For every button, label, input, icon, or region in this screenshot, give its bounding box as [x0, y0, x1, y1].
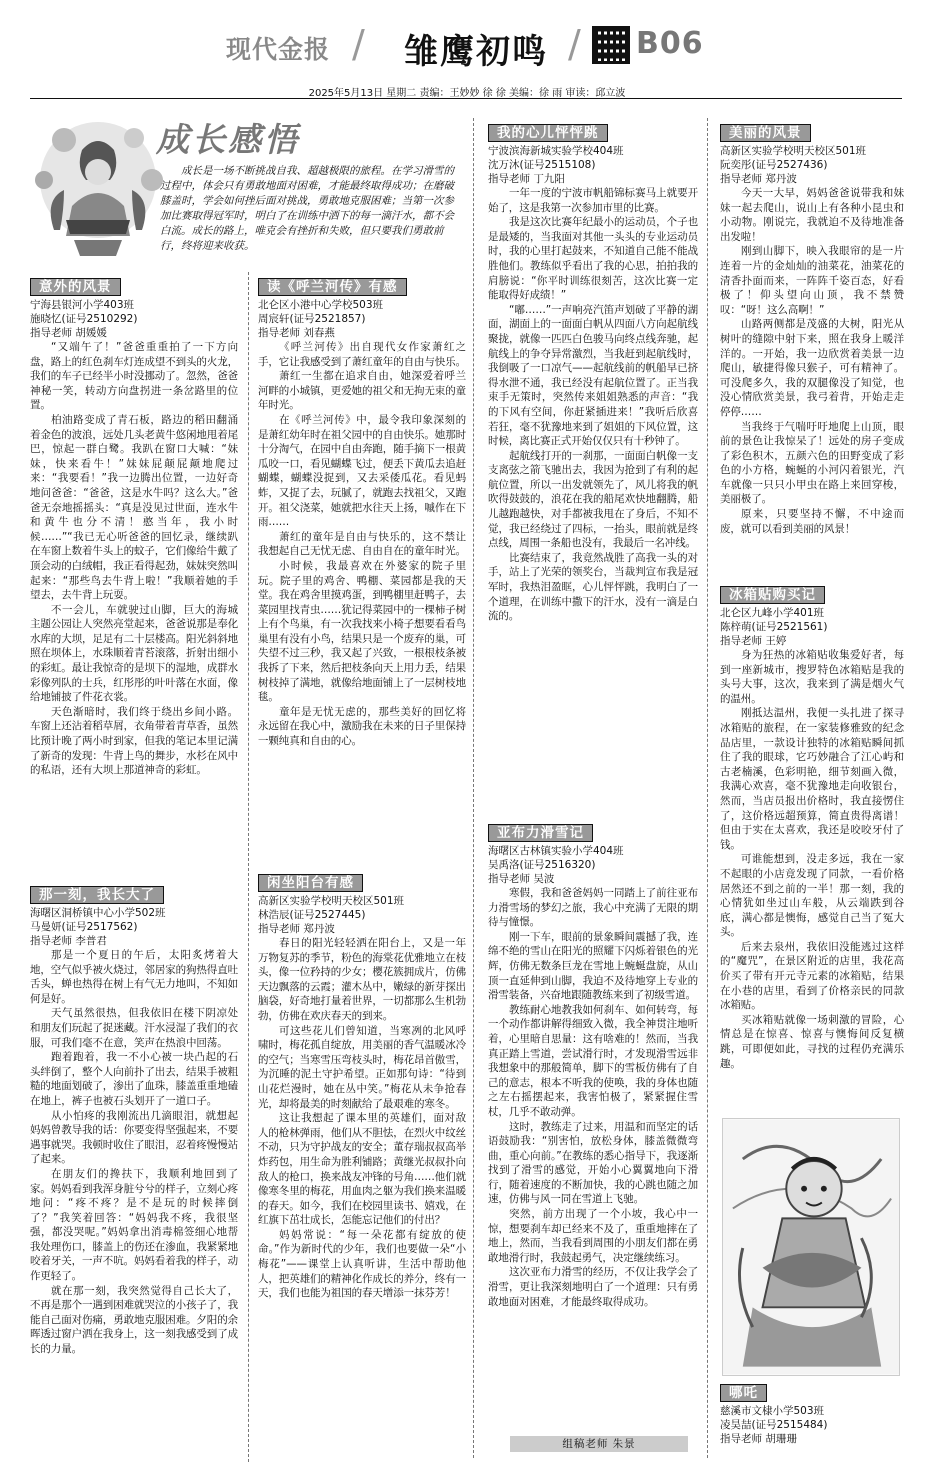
- nezha-drawing: [722, 1118, 900, 1376]
- article-school: 北仑区小港中心学校503班: [258, 299, 384, 311]
- paragraph: 当我终于气喘吁吁地爬上山顶，眼前的景色让我惊呆了！远处的房子变成了彩色积木，五颜六色的田野变成了彩色的小方格，蜿蜒的小河闪着银光，汽车就像一只只小甲虫在路上来回穿梭，美丽极了。: [720, 420, 904, 506]
- paragraph: “嘟……”一声响亮汽笛声划破了平静的湖面，湖面上的一面面白帆从四面八方向起航线聚拢，就像一匹匹白色骏马向终点线奔驰，起航线上的争夺异常激烈，当我赶到起航线时，我倒吸了一口凉气——起航线前的帆船早已挤得水泄不通，我已经没有起航位置了。正当我束手无策时，突然传来姐姐熟悉的声音：“我的下风有空间，你赶紧插进来！”我听后欣喜若狂，毫不犹豫地来到了姐姐的下风位置，这时候，离比赛正式开始仅仅只有十秒钟了。: [488, 303, 698, 448]
- article-teacher: 指导老师 王婷: [720, 635, 787, 647]
- article-school: 北仑区九峰小学401班: [720, 607, 825, 619]
- article-body: [30, 948, 238, 1357]
- paragraph: 不一会儿，车就驶过山脚，巨大的海城主题公园让人突然亮堂起来，爸爸说那是奉化水库的大坝，足足有二十层楼高。阳光斜斜地照在坝体上，水珠顺着青苔滚落，折射出细小的彩虹。最让我惊奇的是坝下的湿地，成群水彩像列队的士兵，红彤彤的叶叶落在水面，像给地铺披了件花衣裳。: [30, 603, 238, 704]
- column-divider: [248, 272, 249, 1462]
- article-teacher: 指导老师 刘春燕: [258, 327, 335, 339]
- article-teacher: 指导老师 李普君: [30, 935, 107, 947]
- article-title: 我的心儿怦怦跳: [488, 124, 608, 142]
- article-title: 那一刻，我长大了: [30, 886, 164, 904]
- article-school: 海曙区洞桥镇中心小学502班: [30, 907, 166, 919]
- paragraph: 童年是无忧无虑的，那些美好的回忆将永远留在我心中，激励我在未来的日子里保持一颗纯真和自由的心。: [258, 705, 466, 748]
- paragraph: 小时候，我最喜欢在外婆家的院子里玩。院子里的鸡舍、鸭棚、菜园都是我的天堂。我在鸡舍里摸鸡蛋，到鸭棚里赶鸭子，去菜园里找青虫……犹记得菜园中的一棵柿子树上有个鸟巢，有一次我找来小椅子想要看看鸟巢里有没有小鸟，结果只是一个废弃的巢，可失望不过三秒，我又起了兴致，一根根枝条被我拆了下来，然后把枝条向天上用力丢，结果树枝掉了满地，就像给地面铺上了一层树枝地毯。: [258, 559, 466, 704]
- article-author: 沈万沐(证号2515108): [488, 159, 596, 171]
- paragraph: 萧红的童年是自由与快乐的，这不禁让我想起自己无忧无虑、自由自在的童年时光。: [258, 530, 466, 558]
- article-title: 意外的风景: [30, 278, 121, 296]
- paragraph: 妈妈常说：“每一朵花都有绽放的使命。”作为新时代的少年，我们也要做一朵“小梅花”——课堂上认真听讲，生活中帮助他人，把英雄们的精神化作成长的养分，终有一天，我们也能为祖国的春天增添一抹芬芳！: [258, 1228, 466, 1300]
- article-body: [488, 886, 698, 1309]
- column-divider: [473, 118, 474, 1458]
- paragraph: 刚到山脚下，映入我眼帘的是一片连着一片的金灿灿的油菜花，油菜花的清香扑面而来，一阵阵千姿百态，好看极了！仰头望向山顶，我不禁赞叹：“呀！这么高啊！”: [720, 245, 904, 316]
- article-body: [30, 340, 238, 778]
- paragraph: 天气虽然很热，但我依旧在楼下阴凉处和朋友们玩起了捉迷藏。汗水浸湿了我们的衣服，可我们毫不在意，笑声在热浪中回荡。: [30, 1007, 238, 1049]
- paragraph: 那是一个夏日的午后，太阳炙烤着大地，空气似乎被火烧过，邻居家的狗热得直吐舌头，蝉也热得在树上有气无力地叫，不知如何是好。: [30, 949, 238, 1005]
- article-school: 高新区实验学校明天校区501班: [720, 145, 867, 157]
- paragraph: 今天一大早，妈妈爸爸说带我和妹妹一起去爬山，说山上有各种小昆虫和小动物。刚说完，我就迫不及待地准备出发啦！: [720, 187, 904, 243]
- publication-name: 现代金报: [226, 35, 331, 64]
- paragraph: “又端午了！”爸爸重重拍了一下方向盘，路上的红色刹车灯连成望不到头的火龙，我们的车子已经半小时没挪动了。忽然，爸爸神秘一笑，转动方向盘拐进一条岔路里的位置。: [30, 341, 238, 412]
- paragraph: 教练耐心地教我如何刹车、如何转弯，每一个动作都讲解得细致入微，我全神贯注地听着，心里暗自思量：这有啥难的！然而，当我真正踏上雪道，尝试滑行时，才发现滑雪远非我想象中的那般简单，脚下的雪板仿佛有了自己的意志，根本不听我的使唤，我的身体也随之左右摇摆起来，我害怕极了，紧紧握住雪杖，几乎不敢动弹。: [488, 1003, 698, 1118]
- article-author: 陈梓萌(证号2521561): [720, 621, 828, 633]
- paragraph: 《呼兰河传》出自现代女作家萧红之手，它让我感受到了萧红童年的自由与快乐。: [258, 341, 466, 368]
- article-beautiful-scenery: [720, 122, 904, 536]
- article-teacher: 指导老师 郑丹波: [720, 173, 797, 185]
- article-heart-pounding: [488, 122, 698, 624]
- article-title: 美丽的风景: [720, 124, 811, 142]
- dateline: 2025年5月13日 星期二 责编：王妙妙 徐 徐 美编：徐 雨 审读：邱立波: [308, 88, 626, 99]
- paragraph: 刚抵达温州，我便一头扎进了探寻冰箱贴的旅程，在一家装修雅致的纪念品店里，一款设计独特的冰箱贴瞬间抓住了我的眼球，它巧妙融合了江心屿和古老楠溪，色彩明艳，细节刻画入微，我满心欢喜，毫不犹豫地走向收银台，然而，当店员报出价格时，我直接愣住了，这价格远超预算，简直贵得离谱！但由于实在太喜欢，我还是咬咬牙付了钱。: [720, 707, 904, 851]
- article-school: 高新区实验学校明天校区501班: [258, 895, 405, 907]
- section-title: 成长感悟: [156, 120, 300, 159]
- paragraph: 这时，教练走了过来，用温和而坚定的话语鼓励我：“别害怕，放松身体，膝盖微微弯曲，重心向前。”在教练的悉心指导下，我逐渐找到了滑雪的感觉，开始小心翼翼地向下滑行，随着速度的不断加快，我的心跳也随之加速，仿佛与风一同在雪道上飞驰。: [488, 1120, 698, 1206]
- article-title: 闲坐阳台有感: [258, 874, 363, 892]
- paragraph: 比赛结束了，我竟然战胜了高我一头的对手，站上了光荣的领奖台，当裁判宣布我是冠军时，我热泪盈眶，心儿怦怦跳，我明白了一个道理，在训练中撒下的汗水，没有一滴是白流的。: [488, 551, 698, 623]
- article-author: 马曼妍(证号2517562): [30, 921, 138, 933]
- article-body: [258, 936, 466, 1301]
- article-school: 海曙区古林镇实验小学404班: [488, 845, 624, 857]
- paragraph: 这次亚布力滑雪的经历，不仅让我学会了滑雪，更让我深刻地明白了一个道理：只有勇敢地面对困难，才能最终取得成功。: [488, 1266, 698, 1308]
- divider-slash: /: [568, 22, 581, 66]
- paragraph: 身为狂热的冰箱贴收集爱好者，每到一座新城市，搜罗特色冰箱贴是我的头号大事，这次，我来到了满是烟火气的温州。: [720, 649, 904, 705]
- paragraph: 突然，前方出现了一个小坡，我心中一惊，想要刹车却已经来不及了，重重地摔在了地上，然而，当我看到周围的小朋友们都在勇敢地滑行时，我鼓起勇气，决定继续练习。: [488, 1208, 698, 1264]
- article-author: 周宸轩(证号2521857): [258, 313, 366, 325]
- qr-code-icon: [592, 26, 630, 64]
- article-teacher: 指导老师 吴波: [488, 873, 555, 885]
- paragraph: 起航线打开的一刹那，一面面白帆像一支支离弦之箭飞驰出去，我因为抢到了有利的起航位置，所以一出发就领先了，风儿将我的帆吹得鼓鼓的，浪花在我的船尾欢快地翻腾，船儿越跑越快，对手都被我甩在了身后，不知不觉，我已经绕过了四标，一抬头，眼前就是终点线，周围一条船也没有，我最后一名冲线。: [488, 449, 698, 550]
- article-author: 施晓忆(证号2510292): [30, 313, 138, 325]
- editor-credit: 组稿老师 朱景: [510, 1436, 688, 1452]
- paragraph: 春日的阳光轻轻洒在阳台上，又是一年万物复苏的季节，粉色的海棠花优雅地立在枝头，像一位矜持的少女；樱花簇拥成片，仿佛天边飘落的云霞；灌木丛中，嫩绿的新芽探出脑袋，好奇地打量着世界，一切都那么生机勃勃，仿佛在欢庆春天的到来。: [258, 937, 466, 1022]
- article-title: 哪吒: [720, 1384, 767, 1402]
- paragraph: 可这些花儿们曾知道，当寒冽的北风呼啸时，梅花孤自绽放，用美丽的香气温暖冰冷的空气；当寒雪压弯枝头时，梅花昂首傲雪，为沉睡的泥土守护希望。正如那句诗：“待到山花烂漫时，她在丛中笑。”梅花从未争抢春光，却将最美的时刻献给了最艰难的寒冬。: [258, 1024, 466, 1110]
- paragraph: 原来，只要坚持不懈，不中途而废，就可以看到美丽的风景！: [720, 508, 904, 535]
- article-author: 凌昊喆(证号2515484): [720, 1419, 828, 1431]
- article-fridge-magnet: [720, 584, 904, 1071]
- paragraph: 在朋友们的搀扶下，我顺利地回到了家。妈妈看到我浑身脏兮兮的样子，立刻心疼地问：“疼不疼？是不是玩的时候摔倒了？”我笑着回答：“妈妈我不疼，我很坚强，都没哭呢。”妈妈拿出消毒棉签细心地帮我处理伤口，膝盖上的伤还在渗血，我紧紧地咬着牙关，一声不吭。妈妈看着我的样子，动作更轻了。: [30, 1167, 238, 1283]
- article-body: [720, 186, 904, 536]
- paragraph: 买冰箱贴就像一场刺激的冒险，心情总是在惊喜、惊喜与懊悔间反复横跳，可即便如此，寻找的过程仍充满乐趣。: [720, 1013, 904, 1070]
- paragraph: 天色渐暗时，我们终于绕出乡间小路。车窗上还沾着稻草屑，衣角带着青草香，虽然比预计晚了两小时到家，但我的笔记本里记满了新奇的发现：牛背上鸟的舞步，水杉在风中的私语，还有大坝上那道神奇的彩虹。: [30, 705, 238, 777]
- article-school: 宁波滨海新城实验学校404班: [488, 145, 624, 157]
- paragraph: 刚一下车，眼前的景象瞬间震撼了我，连绵不绝的雪山在阳光的照耀下闪烁着银色的光辉，仿佛无数条巨龙在雪地上蜿蜒盘旋，从山顶一直延伸到山脚，我迫不及待地穿上专业的滑雪装备，兴奋地跟随教练来到了初级雪道。: [488, 930, 698, 1002]
- paragraph: 这让我想起了课本里的英雄们，面对敌人的枪林弹雨，他们从不胆怯，在烈火中纹丝不动，只为守护战友的安全；董存瑞叔叔高举炸药包，用生命为胜利铺路；黄继光叔叔扑向敌人的枪口，换来战友冲锋的号角……他们就像寒冬里的梅花，用血肉之躯为我们换来温暖的春天。如今，我们在校园里读书、嬉戏，在红旗下茁壮成长，怎能忘记他们的付出？: [258, 1112, 466, 1227]
- paragraph: 柏油路变成了青石板，路边的稻田翻涌着金色的波浪，远处几头老黄牛悠闲地甩着尾巴，惊起一群白鹭。我趴在窗口大喊：“妹妹，快来看牛！”妹妹屁颠屁颠地爬过来：“我要看！”我一边腾出位置，一边好奇地问爸爸：“爸爸，这是水牛吗？这么大。”爸爸无奈地摇摇头：“真是没见过世面，连水牛和黄牛也分不清！憨当年，我小时候……”“我已无心听爸爸的回忆录，继续趴在车窗上数着牛头上的蚊子，它们像给牛戴了顶会动的白绒帽，我正看得起劲，妹妹突然叫起来：“那些鸟去牛背上啦！”我顺着她的手望去，去牛背上玩耍。: [30, 413, 238, 602]
- column-name: 雏鹰初鸣: [404, 32, 548, 72]
- section-intro: 成长是一场不断挑战自我、超越极限的旅程。在学习滑雪的过程中，体会只有勇敢地面对困难，才能最终取得成功；在磨破膝盖时，学会如何挫后面对挑战，勇敢地克服困难；当第一次参加比赛取得冠军时，明白了在训练中洒下的每一滴汗水，都不会白流。成长的路上，唯克会有挫折和失败，但只要我们勇敢前行，终将迎来收获。: [160, 165, 454, 252]
- article-title: 读《呼兰河传》有感: [258, 278, 407, 296]
- article-author: 阮奕彤(证号2527436): [720, 159, 828, 171]
- article-title: 亚布力滑雪记: [488, 824, 593, 842]
- article-nezha: [720, 1382, 904, 1446]
- article-yabuli-skiing: [488, 822, 698, 1309]
- article-school: 慈溪市文棣小学503班: [720, 1405, 825, 1417]
- article-teacher: 指导老师 丁九阳: [488, 173, 565, 185]
- article-teacher: 指导老师 郑丹波: [258, 923, 335, 935]
- article-author: 吴禹洛(证号2516320): [488, 859, 596, 871]
- article-school: 宁海县银河小学403班: [30, 299, 135, 311]
- article-hulan-river: [258, 276, 466, 749]
- growth-illustration: [24, 110, 172, 260]
- paragraph: 萧红一生都在追求自由，她深爱着呼兰河畔的小城镇，更爱她的祖父和无拘无束的童年时光。: [258, 370, 466, 412]
- article-balcony: [258, 872, 466, 1301]
- article-teacher: 指导老师 胡媛媛: [30, 327, 107, 339]
- page-number: B06: [636, 26, 704, 61]
- article-grew-up: [30, 884, 238, 1357]
- article-author: 林浩辰(证号2527445): [258, 909, 366, 921]
- paragraph: 可谁能想到，没走多远，我在一家不起眼的小店竟发现了同款，一看价格居然还不到之前的一半！那一刻，我的心情犹如坐过山车般，从云端跌到谷底，满心都是懊悔，感觉自己当了冤大头。: [720, 853, 904, 939]
- article-body: [720, 648, 904, 1071]
- paragraph: 我是这次比赛年纪最小的运动员，个子也是最矮的，当我面对其他一头头的专业运动员时，我的心里打起鼓来，不知道自己能不能战胜他们。教练似乎看出了我的心思，拍拍我的肩膀说：“你平时训练很刻苦，这次比赛一定能取得好成绩！”: [488, 216, 698, 302]
- paragraph: 一年一度的宁波市帆船锦标赛马上就要开始了，这是我第一次参加市里的比赛。: [488, 187, 698, 214]
- paragraph: 后来去泉州，我依旧没能逃过这样的“魔咒”，在景区附近的店里，我花高价买了带有开元寺元素的冰箱贴，结果在小巷的店里，看到了价格亲民的同款冰箱贴。: [720, 940, 904, 1012]
- column-divider: [707, 118, 708, 1458]
- header-rule: [30, 98, 902, 99]
- article-unexpected-scenery: [30, 276, 238, 778]
- article-title: 冰箱贴购买记: [720, 586, 825, 604]
- paragraph: 跑着跑着，我一不小心被一块凸起的石头绊倒了，整个人向前扑了出去，结果手被粗糙的地面划破了，渗出了血珠，膝盖重重地磕在地上，裤子也被石头划开了一道口子。: [30, 1051, 238, 1107]
- article-body: [258, 340, 466, 749]
- paragraph: 山路两侧都是茂盛的大树，阳光从树叶的缝隙中射下来，照在我身上暖洋洋的。一开始，我一边欣赏着美景一边爬山，敏捷得像只猴子，可有精神了。可没爬多久，我的双腿像没了知觉，也没心情欣赏美景，我弓着背，开始走走停停……: [720, 318, 904, 418]
- divider-slash: /: [352, 22, 365, 66]
- paragraph: 寒假，我和爸爸妈妈一同踏上了前往亚布力滑雪场的梦幻之旅，我心中充满了无限的期待与憧憬。: [488, 887, 698, 929]
- paragraph: 从小怕疼的我刚流出几滴眼泪，就想起妈妈曾教导我的话：你要变得坚强起来，不要遇事就哭。我顿时收住了眼泪，忍着疼慢慢站了起来。: [30, 1109, 238, 1166]
- paragraph: 就在那一刻，我突然觉得自己长大了，不再是那个一遇到困难就哭泣的小孩子了，我能自己面对伤痛，勇敢地克服困难。夕阳的余晖透过窗户洒在我身上，这一刻我感受到了成长的力量。: [30, 1284, 238, 1356]
- masthead: [0, 0, 934, 74]
- article-body: [488, 186, 698, 624]
- article-teacher: 指导老师 胡珊珊: [720, 1433, 797, 1445]
- paragraph: 在《呼兰河传》中，最令我印象深刻的是萧红幼年时在祖父园中的自由快乐。她那时十分淘气，在园中自由奔跑，随手摘下一根黄瓜咬一口，看见蝴蝶飞过，便丢下黄瓜去追赶蝴蝶，蝴蝶没捉到，又去采倭瓜花。看见蚂蚱，又捉了去，玩腻了，就跑去找祖父，又跑开。祖父浇菜，她就把水往天上扬，嘁作在下雨……: [258, 413, 466, 529]
